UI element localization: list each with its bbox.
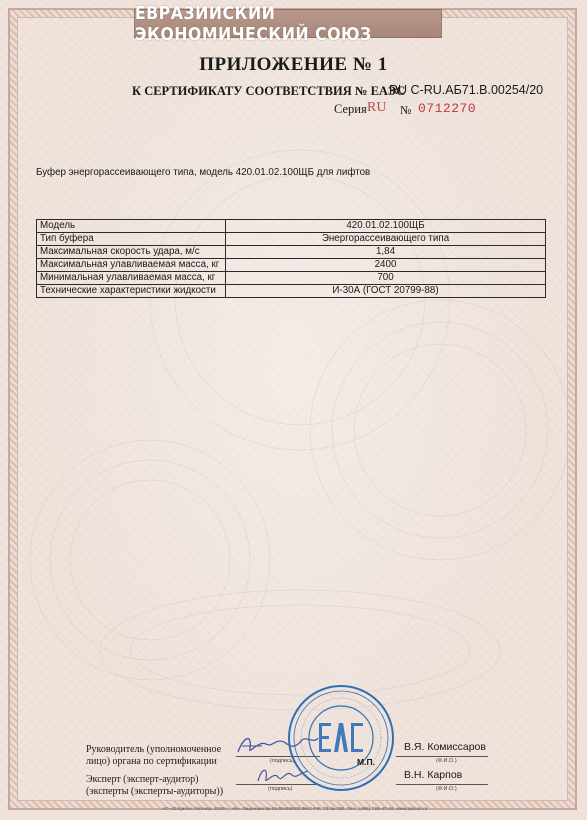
expert-name-caption: (Ф.И.О.) bbox=[436, 786, 457, 792]
series-label: Серия bbox=[334, 102, 367, 116]
spec-value: 1,84 bbox=[226, 246, 546, 259]
seal-label: М.П. bbox=[357, 757, 375, 767]
table-row bbox=[37, 233, 546, 246]
spec-key: Модель bbox=[37, 220, 226, 233]
union-banner: ЕВРАЗИЙСКИЙ ЭКОНОМИЧЕСКИЙ СОЮЗ bbox=[134, 9, 442, 38]
certification-stamp bbox=[286, 683, 396, 793]
head-of-body-label bbox=[86, 744, 221, 768]
spec-value: 420.01.02.100ЩБ bbox=[226, 220, 546, 233]
spec-value: 2400 bbox=[226, 259, 546, 272]
head-signature-caption: (подпись) bbox=[270, 758, 295, 764]
spec-key: Максимальная улавливаемая масса, кг bbox=[37, 259, 226, 272]
head-name-caption: (Ф.И.О.) bbox=[436, 758, 457, 764]
table-row bbox=[37, 259, 546, 272]
expert-label bbox=[86, 774, 223, 798]
head-name-line bbox=[396, 756, 488, 757]
spec-key: Максимальная скорость удара, м/с bbox=[37, 246, 226, 259]
head-name: В.Я. Комиссаров bbox=[404, 741, 486, 753]
certificate-subtitle: К СЕРТИФИКАТУ СООТВЕТСТВИЯ № ЕАЭС bbox=[132, 84, 406, 98]
expert-name-line bbox=[396, 784, 488, 785]
head-label-line2: лицо) органа по сертификации bbox=[86, 756, 217, 767]
number-label: № bbox=[400, 103, 412, 117]
product-description: Буфер энергорассеивающего типа, модель 420.01.02.100ЩБ для лифтов bbox=[36, 167, 371, 178]
expert-label-line2: (эксперты (эксперты-аудиторы)) bbox=[86, 786, 224, 797]
spec-value: 700 bbox=[226, 272, 546, 285]
table-row bbox=[37, 220, 546, 233]
spec-value: Энергорассеивающего типа bbox=[226, 233, 546, 246]
spec-table bbox=[36, 219, 546, 298]
series-value: RU bbox=[367, 100, 387, 115]
expert-name: В.Н. Карпов bbox=[404, 769, 463, 781]
printer-footer: АО «Опцион», Москва, 2019 г., «Б». Лицензия № 05-05-09/003 ФНС РФ, ТЗ № 780. Тел.: (495) 726-47-42, www.opcion.ru bbox=[162, 806, 428, 811]
certificate-number: RU С-RU.АБ71.В.00254/20 bbox=[389, 83, 544, 97]
table-row bbox=[37, 272, 546, 285]
document-title: ПРИЛОЖЕНИЕ № 1 bbox=[199, 54, 388, 75]
head-label-line1: Руководитель (уполномоченное bbox=[86, 744, 222, 755]
table-row bbox=[37, 285, 546, 298]
spec-key: Технические характеристики жидкости bbox=[37, 285, 226, 298]
spec-key: Минимальная улавливаемая масса, кг bbox=[37, 272, 226, 285]
spec-value: И-30А (ГОСТ 20799-88) bbox=[226, 285, 546, 298]
table-row bbox=[37, 246, 546, 259]
form-number: 0712270 bbox=[418, 101, 477, 116]
expert-signature-caption: (подпись) bbox=[268, 786, 293, 792]
expert-label-line1: Эксперт (эксперт-аудитор) bbox=[86, 774, 199, 785]
spec-key: Тип буфера bbox=[37, 233, 226, 246]
